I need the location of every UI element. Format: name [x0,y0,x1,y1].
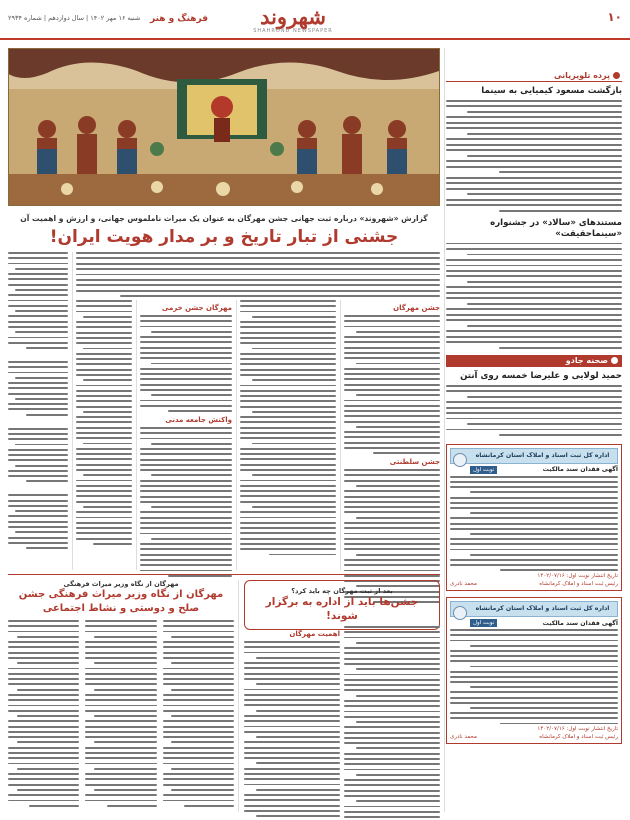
article-body [446,100,622,212]
article-body [446,243,622,349]
article-title[interactable]: حمید لولایی و علیرضا خمسه روی آنتن [460,370,622,381]
bottom-right-col-b [244,626,340,820]
ad-body [450,476,618,571]
ad-body [450,629,618,724]
sidebar-section-stage [446,355,622,367]
newspaper-logo-subtitle: SHAHROND NEWSPAPER [253,28,333,34]
intro-paragraph [76,252,440,297]
right-sidebar [446,70,622,744]
ad-subheader: آگهی فقدان سند مالکیت [542,619,618,627]
legal-ad [446,444,622,591]
main-headline[interactable]: جشنی از تبار تاریخ و بر مدار هویت ایران! [49,227,399,247]
ad-header: اداره کل ثبت اسناد و املاک استان کرمانشاه [450,448,618,464]
ad-header: اداره کل ثبت اسناد و املاک استان کرمانشاه [450,601,618,617]
body-column-1 [344,300,440,603]
ad-tag: نوبت اول [470,466,497,474]
painting-image [8,49,439,206]
page-header [0,0,630,40]
seal-icon [453,606,467,620]
story-kicker: مهرگان از نگاه وزیر میراث فرهنگی [63,580,179,588]
ad-tag: نوبت اول [470,619,497,627]
story-col [163,620,234,807]
body-column-2 [240,300,336,555]
bottom-right-col-a [344,626,440,820]
ad-date: تاریخ انتشار نوبت اول: ۱۴۰۲/۰۷/۱۶ [537,726,618,733]
story-title[interactable]: جشن‌ها باید از اداره به برگزار شوند! [265,596,419,622]
subhead: واکنش جامعه مدنی [165,415,232,424]
seal-icon [453,453,467,467]
story-title[interactable]: مهرگان از نگاه وزیر میراث فرهنگی جشن صلح و دوستی و نشاط اجتماعی [18,589,224,614]
ad-footer: رئیس ثبت اسناد و املاک کرمانشاه محمد نادری [450,581,618,588]
article-body [446,385,622,436]
ad-subheader: آگهی فقدان سند مالکیت [542,466,618,474]
subhead: مهرگان جشن خرمی [161,304,232,312]
headline-kicker: گزارش «شهروند» درباره ثبت جهانی جشن مهرگان به عنوان یک میراث ناملموس جهانی، و ارزش و اهمیت آن [20,214,428,223]
sidebar-section-label: پرده تلویزیانی [554,71,610,80]
pull-quote-column [8,252,68,549]
story-col [85,620,156,807]
section-title: فرهنگ و هنر [150,14,208,24]
sidebar-section-label: صحنه جادو [565,355,608,365]
story-divider [8,574,440,575]
subhead: جشن سلطنتی [389,458,440,467]
article-title[interactable]: بازگشت مسعود کیمیایی به سینما [481,86,622,96]
story-col [8,620,79,807]
bottom-left-story [8,580,234,807]
subhead: جشن مهرگان [393,304,440,312]
article-title[interactable]: مستندهای «سالاد» در جشنواره «سینماحقیقت» [490,217,622,239]
story-title-box [244,580,440,630]
story-kicker: بعد از ثبت مهرگان چه باید کرد؟ [291,587,393,595]
bullet-icon [613,72,620,79]
column-divider [444,48,445,812]
lead-headline [8,214,440,247]
page-number: ۱۰ [607,10,622,24]
ad-footer: رئیس ثبت اسناد و املاک کرمانشاه محمد نادری [450,734,618,741]
bullet-icon [611,357,618,364]
body-column-3 [140,300,232,577]
newspaper-logo: شهروند [260,4,326,29]
ad-date: تاریخ انتشار نوبت اول: ۱۴۰۲/۰۷/۱۶ [537,573,618,580]
body-column-4 [76,300,132,545]
masthead [218,6,368,36]
subhead: اهمیت مهرگان [289,630,340,638]
sidebar-section-tv [446,70,622,82]
legal-ad [446,597,622,744]
persian-miniature-painting [8,48,440,206]
bottom-right-story [244,580,440,630]
issue-date: شنبه ۱۶ مهر ۱۴۰۲ | سال دوازدهم | شماره ۲۹۳۴ [8,14,141,22]
